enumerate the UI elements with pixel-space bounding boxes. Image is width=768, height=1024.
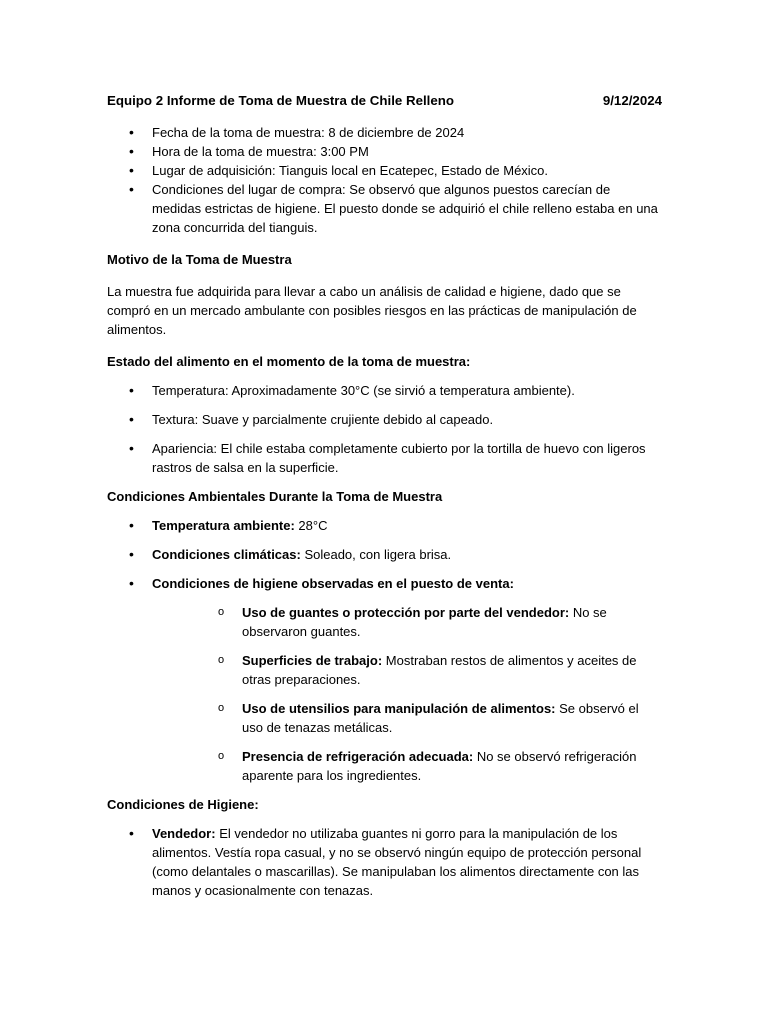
document-title: Equipo 2 Informe de Toma de Muestra de Chile Relleno	[107, 93, 455, 108]
estado-list	[107, 381, 662, 477]
higiene-list	[107, 824, 662, 900]
sub-list-item	[152, 603, 662, 641]
list-item: • Temperatura: Aproximadamente 30°C (se sirvió a temperatura ambiente).	[107, 381, 662, 400]
list-item	[107, 545, 662, 564]
item-label: Presencia de refrigeración adecuada:	[242, 749, 474, 764]
section-heading-estado: Estado del alimento en el momento de la toma de muestra:	[107, 354, 471, 369]
section-heading-motivo: Motivo de la Toma de Muestra	[107, 252, 292, 267]
info-list	[107, 123, 662, 237]
list-item: • Apariencia: El chile estaba completamente cubierto por la tortilla de huevo con ligeros rastros de salsa en la superficie.	[107, 439, 662, 477]
list-item: • Lugar de adquisición: Tianguis local en Ecatepec, Estado de México.	[107, 161, 662, 180]
item-text: Soleado, con ligera brisa.	[300, 547, 452, 562]
item-text: Mostraban restos de alimentos y aceites de otras preparaciones.	[242, 653, 637, 687]
item-text: No se observó refrigeración aparente para los ingredientes.	[242, 749, 637, 783]
document-date: 9/12/2024	[602, 93, 662, 108]
item-label: Uso de utensilios para manipulación de alimentos:	[242, 701, 556, 716]
section-heading-higiene: Condiciones de Higiene:	[107, 797, 259, 812]
item-text: Se observó el uso de tenazas metálicas.	[242, 701, 639, 735]
item-label: Superficies de trabajo:	[242, 653, 383, 668]
list-item	[107, 574, 662, 785]
list-item: • Fecha de la toma de muestra: 8 de diciembre de 2024	[107, 123, 662, 142]
item-label: Temperatura ambiente:	[152, 518, 295, 533]
list-item	[107, 824, 662, 900]
item-text: 28°C	[294, 518, 328, 533]
list-item: • Hora de la toma de muestra: 3:00 PM	[107, 142, 662, 161]
title-row	[107, 91, 662, 110]
item-label: Vendedor:	[152, 826, 216, 841]
ambientales-list	[107, 516, 662, 785]
higiene-puesto-sublist	[152, 603, 662, 785]
item-label: Condiciones climáticas:	[152, 547, 301, 562]
sub-list-item	[152, 747, 662, 785]
list-item	[107, 516, 662, 535]
paragraph-motivo: La muestra fue adquirida para llevar a cabo un análisis de calidad e higiene, dado que se compró en un mercado ambulante con posibles riesgos en las prácticas de manipulación de alimentos.	[107, 284, 637, 337]
sub-list-item	[152, 651, 662, 689]
list-item: • Textura: Suave y parcialmente crujiente debido al capeado.	[107, 410, 662, 429]
item-label: Condiciones de higiene observadas en el puesto de venta:	[152, 576, 514, 591]
document-body	[107, 91, 662, 910]
list-item: • Condiciones del lugar de compra: Se observó que algunos puestos carecían de medidas estrictas de higiene. El puesto donde se adquirió el chile relleno estaba en una zona concurrida del tianguis.	[107, 180, 662, 237]
sub-list-item	[152, 699, 662, 737]
section-heading-ambientales: Condiciones Ambientales Durante la Toma de Muestra	[107, 489, 443, 504]
item-text: El vendedor no utilizaba guantes ni gorro para la manipulación de los alimentos. Vestía ropa casual, y no se observó ningún equipo de protección personal (como delantales o mascarillas). Se manipulaban los alimentos directamente con las manos y ocasionalmente con tenazas.	[152, 826, 642, 898]
item-text: No se observaron guantes.	[242, 605, 607, 639]
item-label: Uso de guantes o protección por parte del vendedor:	[242, 605, 570, 620]
